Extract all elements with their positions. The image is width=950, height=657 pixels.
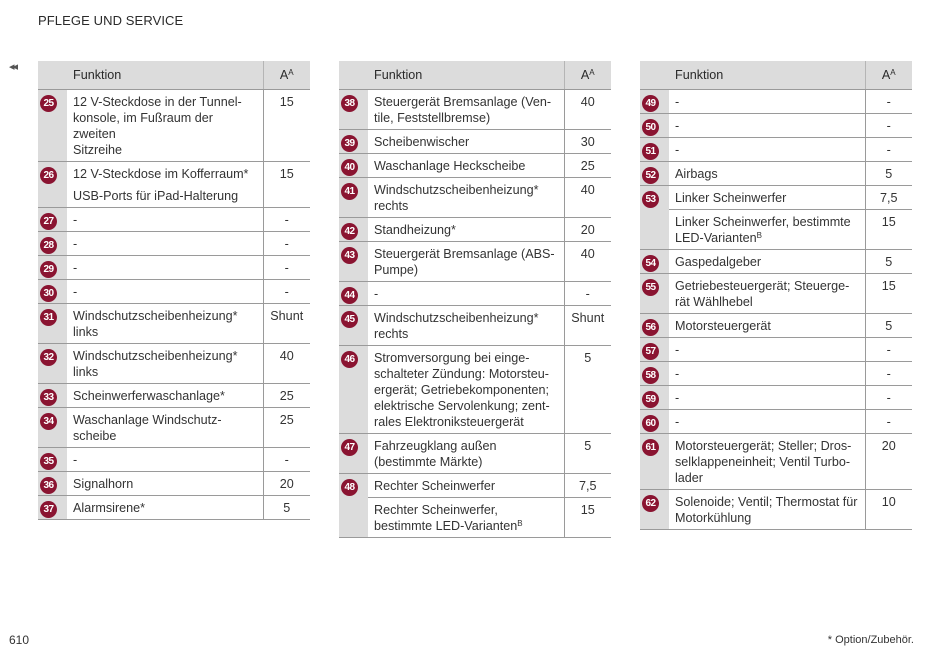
fuse-number-badge: 54 bbox=[642, 255, 659, 272]
header-function: Funktion bbox=[669, 61, 865, 90]
header-amp-symbol: A bbox=[580, 68, 590, 82]
function-text-line: Scheinwerferwaschanlage* bbox=[73, 389, 225, 403]
fuse-number-badge: 26 bbox=[40, 167, 57, 184]
function-extra-line: USB-Ports für iPad-Halterung bbox=[73, 189, 239, 203]
fuse-number-cell bbox=[640, 314, 669, 338]
function-text-line: Windschutzscheibenheizung* bbox=[374, 311, 539, 325]
fuse-number-badge: 50 bbox=[642, 119, 659, 136]
fuse-function bbox=[368, 130, 564, 154]
function-text-line: - bbox=[675, 143, 680, 157]
fuse-function bbox=[368, 90, 564, 130]
function-text-line: lader bbox=[675, 471, 704, 485]
function-text-line: Signalhorn bbox=[73, 477, 134, 491]
fuse-amperage: 5 bbox=[865, 162, 912, 186]
footnote-marker: B bbox=[756, 231, 763, 240]
table-header bbox=[640, 61, 912, 90]
fuse-amperage: 5 bbox=[564, 434, 611, 474]
table-row bbox=[38, 344, 310, 384]
header-amp-superscript: A bbox=[890, 68, 896, 77]
function-text-line: Solenoide; Ventil; Thermostat für bbox=[675, 495, 858, 509]
fuse-function bbox=[67, 472, 263, 496]
function-text-line: - bbox=[73, 261, 78, 275]
fuse-number-badge: 56 bbox=[642, 319, 659, 336]
fuse-number-badge: 38 bbox=[341, 95, 358, 112]
fuse-amperage: Shunt bbox=[564, 306, 611, 346]
function-text-line: rät Wählhebel bbox=[675, 295, 753, 309]
fuse-amperage: 7,5 bbox=[564, 474, 611, 498]
fuse-number-cell bbox=[339, 90, 368, 130]
fuse-number-badge: 28 bbox=[40, 237, 57, 254]
fuse-function bbox=[368, 242, 564, 282]
function-text-line: - bbox=[675, 415, 680, 429]
table-row bbox=[38, 448, 310, 472]
table-row bbox=[38, 384, 310, 408]
fuse-amperage: 5 bbox=[865, 314, 912, 338]
fuse-number-cell bbox=[38, 448, 67, 472]
fuse-function bbox=[368, 474, 564, 498]
fuse-amperage: - bbox=[263, 208, 310, 232]
table-row bbox=[640, 114, 912, 138]
table-row bbox=[640, 210, 912, 250]
fuse-number-cell bbox=[640, 362, 669, 386]
fuse-number-cell bbox=[38, 232, 67, 256]
table-row bbox=[38, 472, 310, 496]
function-text-line: 12 V-Steckdose im Kofferraum* bbox=[73, 167, 249, 181]
table-row bbox=[339, 242, 611, 282]
function-text-line: - bbox=[73, 237, 78, 251]
fuse-amperage: 15 bbox=[865, 210, 912, 250]
fuse-number-badge: 43 bbox=[341, 247, 358, 264]
fuse-number-badge: 40 bbox=[341, 159, 358, 176]
table-row bbox=[38, 232, 310, 256]
fuse-amperage: - bbox=[865, 114, 912, 138]
fuse-function bbox=[67, 304, 263, 344]
fuse-function bbox=[67, 232, 263, 256]
table-row bbox=[339, 130, 611, 154]
function-text-line: Waschanlage Heckscheibe bbox=[374, 159, 526, 173]
function-text-line: Steuergerät Bremsanlage (Ven- bbox=[374, 95, 552, 109]
fuse-number-badge: 62 bbox=[642, 495, 659, 512]
fuse-number-cell bbox=[38, 90, 67, 162]
fuse-function bbox=[669, 434, 865, 490]
table-row bbox=[640, 362, 912, 386]
function-text-line: Sitzreihe bbox=[73, 143, 122, 157]
fuse-amperage: - bbox=[865, 338, 912, 362]
table-row bbox=[640, 314, 912, 338]
fuse-number-badge: 57 bbox=[642, 343, 659, 360]
table-row bbox=[339, 218, 611, 242]
fuse-amperage: 25 bbox=[564, 154, 611, 178]
fuse-function bbox=[67, 256, 263, 280]
header-amp-superscript: A bbox=[589, 68, 595, 77]
function-text-line: Fahrzeugklang außen bbox=[374, 439, 497, 453]
fuse-number-cell bbox=[339, 218, 368, 242]
fuse-number-cell bbox=[38, 162, 67, 208]
table-row bbox=[339, 90, 611, 130]
fuse-number-badge: 53 bbox=[642, 191, 659, 208]
fuse-amperage: - bbox=[865, 410, 912, 434]
fuse-number-cell bbox=[339, 306, 368, 346]
fuse-function bbox=[67, 496, 263, 520]
table-row bbox=[339, 498, 611, 538]
function-text-line: Standheizung* bbox=[374, 223, 456, 237]
function-text-line: Airbags bbox=[675, 167, 718, 181]
table-row bbox=[640, 250, 912, 274]
table-row bbox=[640, 386, 912, 410]
fuse-amperage: Shunt bbox=[263, 304, 310, 344]
header-amp-symbol: A bbox=[279, 68, 289, 82]
fuse-amperage: 40 bbox=[564, 178, 611, 218]
fuse-amperage: 40 bbox=[263, 344, 310, 384]
fuse-amperage: 15 bbox=[263, 90, 310, 162]
fuse-number-badge: 36 bbox=[40, 477, 57, 494]
fuse-number-cell bbox=[640, 162, 669, 186]
function-text-line: konsole, im Fußraum der zweiten bbox=[73, 111, 213, 141]
fuse-number-cell bbox=[339, 130, 368, 154]
fuse-number-cell bbox=[640, 114, 669, 138]
fuse-function bbox=[368, 306, 564, 346]
fuse-number-cell bbox=[38, 280, 67, 304]
fuse-number-badge: 58 bbox=[642, 367, 659, 384]
fuse-number-cell bbox=[339, 154, 368, 178]
table-row bbox=[339, 346, 611, 434]
function-text-line: scheibe bbox=[73, 429, 117, 443]
fuse-number-cell bbox=[38, 496, 67, 520]
fuse-amperage: - bbox=[263, 448, 310, 472]
function-text-line: Linker Scheinwerfer, bestimmte bbox=[675, 215, 851, 229]
fuse-function bbox=[67, 90, 263, 162]
table-row bbox=[38, 256, 310, 280]
fuse-number-badge: 46 bbox=[341, 351, 358, 368]
fuse-number-badge: 60 bbox=[642, 415, 659, 432]
fuse-table-1 bbox=[38, 61, 310, 520]
fuse-number-cell bbox=[339, 346, 368, 434]
fuse-number-badge: 33 bbox=[40, 389, 57, 406]
fuse-function bbox=[67, 344, 263, 384]
fuse-function bbox=[67, 448, 263, 472]
fuse-function bbox=[368, 282, 564, 306]
fuse-function bbox=[368, 434, 564, 474]
function-text-line: 12 V-Steckdose in der Tunnel- bbox=[73, 95, 242, 109]
table-row bbox=[339, 282, 611, 306]
function-text-line: - bbox=[374, 287, 379, 301]
function-text-line: tile, Feststellbremse) bbox=[374, 111, 491, 125]
function-text-line: - bbox=[675, 95, 680, 109]
fuse-function bbox=[368, 218, 564, 242]
table-row bbox=[640, 90, 912, 114]
header-amp-symbol: A bbox=[881, 68, 891, 82]
table-row bbox=[640, 162, 912, 186]
fuse-table-3 bbox=[640, 61, 912, 530]
fuse-number-badge: 41 bbox=[341, 183, 358, 200]
function-text-line: selklappeneinheit; Ventil Turbo- bbox=[675, 455, 851, 469]
fuse-function bbox=[669, 274, 865, 314]
function-text-line: - bbox=[73, 453, 78, 467]
fuse-number-badge: 45 bbox=[341, 311, 358, 328]
fuse-function bbox=[368, 346, 564, 434]
header-function: Funktion bbox=[67, 61, 263, 90]
fuse-amperage: 30 bbox=[564, 130, 611, 154]
function-text-line: ergerät; Getriebekomponenten; bbox=[374, 383, 550, 397]
table-header bbox=[38, 61, 310, 90]
fuse-number-badge: 52 bbox=[642, 167, 659, 184]
function-text-line: rales Elektroniksteuergerät bbox=[374, 415, 524, 429]
fuse-number-badge: 34 bbox=[40, 413, 57, 430]
fuse-amperage: 15 bbox=[263, 162, 310, 208]
fuse-function bbox=[669, 410, 865, 434]
table-row bbox=[339, 474, 611, 498]
fuse-amperage: 20 bbox=[263, 472, 310, 496]
page-header: PFLEGE UND SERVICE bbox=[38, 13, 184, 28]
function-text-line bbox=[374, 518, 558, 534]
fuse-number-cell bbox=[38, 472, 67, 496]
fuse-number-badge: 47 bbox=[341, 439, 358, 456]
function-text-line: Windschutzscheibenheizung* bbox=[73, 349, 238, 363]
fuse-function bbox=[669, 386, 865, 410]
previous-page-icon[interactable]: ◂◂ bbox=[9, 61, 17, 73]
function-text: LED-Varianten bbox=[675, 231, 757, 245]
function-text-line: Getriebesteuergerät; Steuerge- bbox=[675, 279, 850, 293]
fuse-number-badge: 49 bbox=[642, 95, 659, 112]
function-text-line: Gaspedalgeber bbox=[675, 255, 762, 269]
fuse-amperage: 25 bbox=[263, 384, 310, 408]
fuse-number-cell bbox=[38, 256, 67, 280]
fuse-function bbox=[669, 314, 865, 338]
fuse-number-badge: 27 bbox=[40, 213, 57, 230]
table-row bbox=[640, 186, 912, 210]
table-row bbox=[339, 306, 611, 346]
function-text-line: Rechter Scheinwerfer bbox=[374, 479, 496, 493]
fuse-function bbox=[669, 138, 865, 162]
footnote: * Option/Zubehör. bbox=[827, 634, 914, 646]
fuse-number-badge: 42 bbox=[341, 223, 358, 240]
header-number-cell bbox=[339, 61, 368, 90]
fuse-number-cell bbox=[640, 186, 669, 250]
fuse-amperage: 20 bbox=[564, 218, 611, 242]
fuse-function bbox=[67, 408, 263, 448]
fuse-function bbox=[669, 210, 865, 250]
fuse-number-cell bbox=[640, 274, 669, 314]
fuse-number-cell bbox=[38, 344, 67, 384]
function-text-line: (bestimmte Märkte) bbox=[374, 455, 483, 469]
fuse-amperage: 40 bbox=[564, 242, 611, 282]
fuse-number-badge: 25 bbox=[40, 95, 57, 112]
fuse-function bbox=[669, 90, 865, 114]
table-row bbox=[339, 178, 611, 218]
fuse-amperage: - bbox=[263, 280, 310, 304]
fuse-number-badge: 55 bbox=[642, 279, 659, 296]
fuse-function bbox=[669, 338, 865, 362]
fuse-function bbox=[669, 186, 865, 210]
fuse-function bbox=[368, 178, 564, 218]
fuse-function bbox=[669, 162, 865, 186]
fuse-amperage: - bbox=[263, 256, 310, 280]
fuse-number-badge: 39 bbox=[341, 135, 358, 152]
fuse-function bbox=[669, 114, 865, 138]
function-text-line: Windschutzscheibenheizung* bbox=[374, 183, 539, 197]
function-text-line: Alarmsirene* bbox=[73, 501, 146, 515]
header-number-cell bbox=[640, 61, 669, 90]
fuse-number-cell bbox=[640, 90, 669, 114]
fuse-number-cell bbox=[640, 434, 669, 490]
fuse-amperage: - bbox=[564, 282, 611, 306]
fuse-number-cell bbox=[38, 384, 67, 408]
fuse-number-cell bbox=[339, 474, 368, 538]
function-text-line: - bbox=[675, 119, 680, 133]
fuse-number-badge: 61 bbox=[642, 439, 659, 456]
table-row bbox=[640, 434, 912, 490]
fuse-number-cell bbox=[640, 338, 669, 362]
table-row bbox=[640, 138, 912, 162]
function-text-line: - bbox=[73, 285, 78, 299]
header-amperage bbox=[865, 61, 912, 90]
fuse-number-badge: 31 bbox=[40, 309, 57, 326]
fuse-number-cell bbox=[339, 434, 368, 474]
function-text-line: Pumpe) bbox=[374, 263, 419, 277]
function-text-line: rechts bbox=[374, 327, 409, 341]
table-row bbox=[38, 90, 310, 162]
function-text-line: - bbox=[73, 213, 78, 227]
table-row bbox=[38, 208, 310, 232]
fuse-table-2 bbox=[339, 61, 611, 538]
function-text-line: Motorsteuergerät bbox=[675, 319, 771, 333]
function-text-line: Linker Scheinwerfer bbox=[675, 191, 787, 205]
fuse-function bbox=[669, 362, 865, 386]
header-function: Funktion bbox=[368, 61, 564, 90]
fuse-amperage: 5 bbox=[564, 346, 611, 434]
fuse-function bbox=[669, 490, 865, 530]
fuse-function bbox=[67, 280, 263, 304]
table-row bbox=[38, 496, 310, 520]
table-row bbox=[640, 490, 912, 530]
fuse-amperage: - bbox=[263, 232, 310, 256]
fuse-function bbox=[67, 208, 263, 232]
fuse-amperage: 40 bbox=[564, 90, 611, 130]
function-text-line: - bbox=[675, 391, 680, 405]
table-row bbox=[339, 154, 611, 178]
fuse-amperage: 5 bbox=[263, 496, 310, 520]
function-text-line: - bbox=[675, 343, 680, 357]
fuse-number-badge: 37 bbox=[40, 501, 57, 518]
fuse-amperage: 5 bbox=[865, 250, 912, 274]
fuse-amperage: 7,5 bbox=[865, 186, 912, 210]
fuse-number-cell bbox=[640, 410, 669, 434]
fuse-number-cell bbox=[339, 242, 368, 282]
fuse-amperage: - bbox=[865, 362, 912, 386]
fuse-function bbox=[368, 154, 564, 178]
function-text-line: schalteter Zündung: Motorsteu- bbox=[374, 367, 550, 381]
function-text-line: Scheibenwischer bbox=[374, 135, 470, 149]
fuse-number-badge: 35 bbox=[40, 453, 57, 470]
function-text-line: Rechter Scheinwerfer, bbox=[374, 503, 498, 517]
table-row bbox=[640, 410, 912, 434]
function-text-line: links bbox=[73, 325, 99, 339]
fuse-amperage: - bbox=[865, 90, 912, 114]
header-amperage bbox=[263, 61, 310, 90]
fuse-number-cell bbox=[640, 490, 669, 530]
fuse-amperage: 10 bbox=[865, 490, 912, 530]
page-number: 610 bbox=[9, 633, 30, 647]
fuse-number-cell bbox=[38, 408, 67, 448]
table-row bbox=[640, 274, 912, 314]
fuse-number-cell bbox=[640, 386, 669, 410]
fuse-function bbox=[669, 250, 865, 274]
function-text-line: rechts bbox=[374, 199, 409, 213]
table-header bbox=[339, 61, 611, 90]
table-row bbox=[38, 162, 310, 208]
function-text-line: links bbox=[73, 365, 99, 379]
fuse-number-badge: 30 bbox=[40, 285, 57, 302]
function-text-line: - bbox=[675, 367, 680, 381]
fuse-number-badge: 44 bbox=[341, 287, 358, 304]
fuse-number-cell bbox=[640, 138, 669, 162]
table-row bbox=[38, 280, 310, 304]
function-text-line: Motorkühlung bbox=[675, 511, 752, 525]
fuse-amperage: 15 bbox=[564, 498, 611, 538]
function-text-line: elektrische Servolenkung; zent- bbox=[374, 399, 550, 413]
footnote-marker: B bbox=[517, 519, 523, 528]
fuse-function bbox=[67, 162, 263, 208]
fuse-number-badge: 59 bbox=[642, 391, 659, 408]
fuse-function bbox=[368, 498, 564, 538]
header-amp-superscript: A bbox=[288, 68, 294, 77]
fuse-number-cell bbox=[339, 178, 368, 218]
fuse-amperage: - bbox=[865, 138, 912, 162]
fuse-function bbox=[67, 384, 263, 408]
table-row bbox=[38, 304, 310, 344]
function-text-line: Windschutzscheibenheizung* bbox=[73, 309, 238, 323]
fuse-number-badge: 29 bbox=[40, 261, 57, 278]
fuse-number-badge: 51 bbox=[642, 143, 659, 160]
function-text-line bbox=[675, 230, 859, 246]
fuse-number-cell bbox=[339, 282, 368, 306]
fuse-amperage: 15 bbox=[865, 274, 912, 314]
fuse-amperage: 20 bbox=[865, 434, 912, 490]
function-text-line: Stromversorgung bei einge- bbox=[374, 351, 530, 365]
fuse-amperage: 25 bbox=[263, 408, 310, 448]
function-text-line: Waschanlage Windschutz- bbox=[73, 413, 222, 427]
header-amperage bbox=[564, 61, 611, 90]
fuse-number-cell bbox=[38, 208, 67, 232]
fuse-amperage: - bbox=[865, 386, 912, 410]
fuse-number-badge: 48 bbox=[341, 479, 358, 496]
function-text-line: Motorsteuergerät; Steller; Dros- bbox=[675, 439, 852, 453]
fuse-number-cell bbox=[640, 250, 669, 274]
header-number-cell bbox=[38, 61, 67, 90]
table-row bbox=[38, 408, 310, 448]
table-row bbox=[339, 434, 611, 474]
function-text-line: Steuergerät Bremsanlage (ABS- bbox=[374, 247, 555, 261]
fuse-number-badge: 32 bbox=[40, 349, 57, 366]
function-text: bestimmte LED-Varianten bbox=[374, 519, 518, 533]
fuse-number-cell bbox=[38, 304, 67, 344]
table-row bbox=[640, 338, 912, 362]
